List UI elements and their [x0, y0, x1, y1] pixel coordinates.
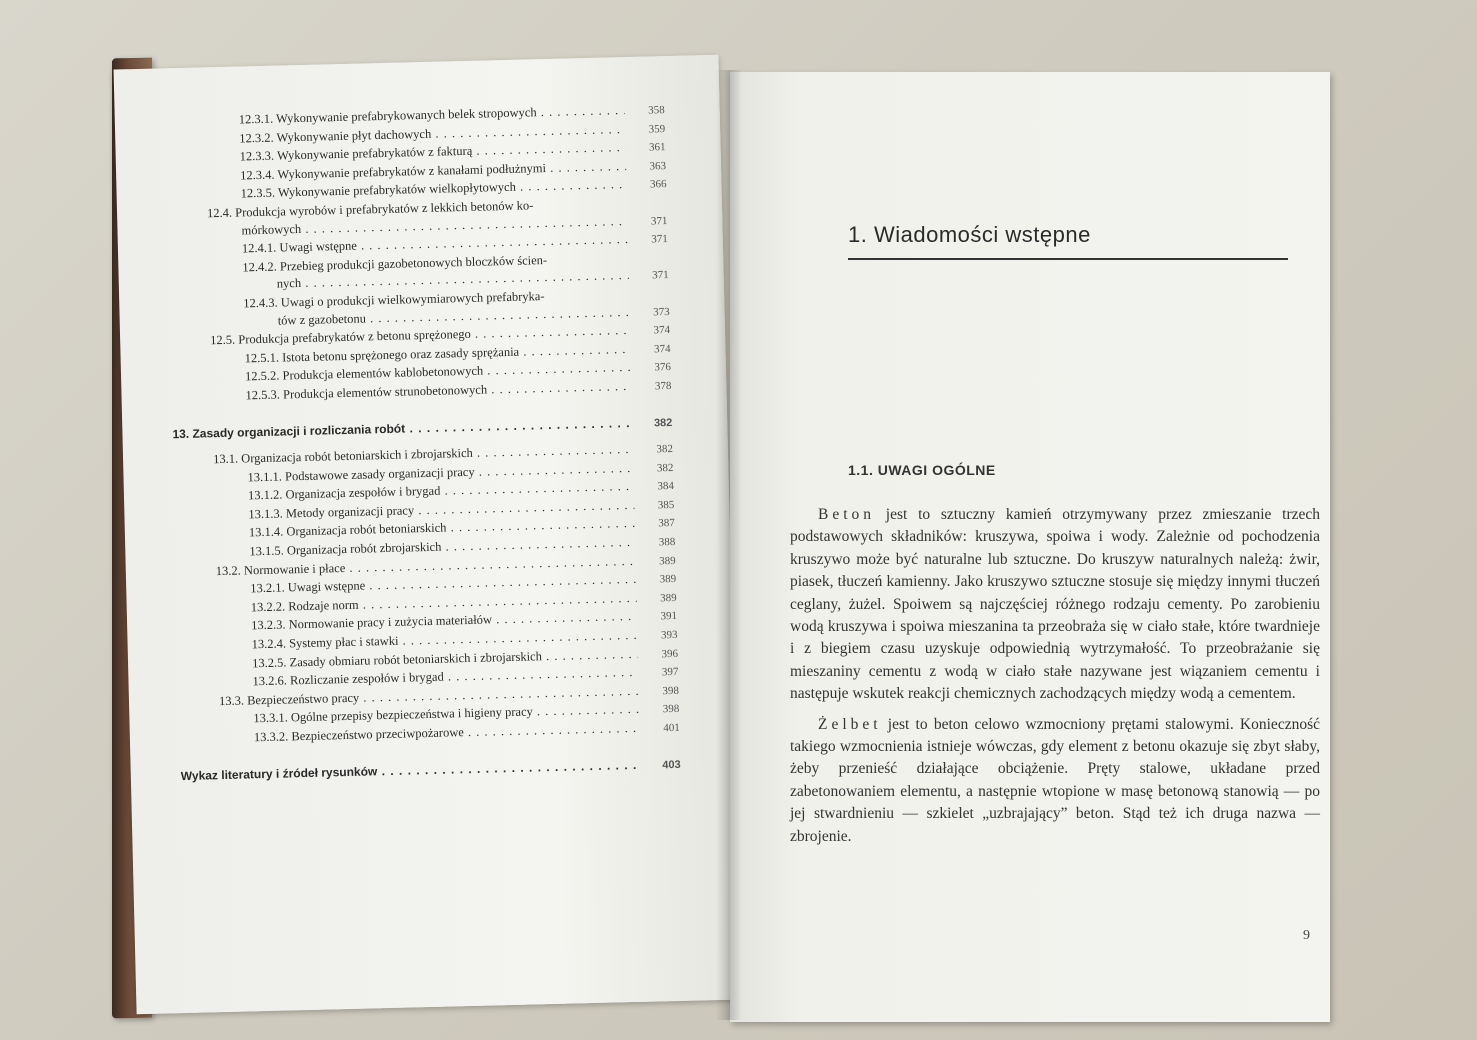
toc-entry-label: Wykaz literatury i źródeł rysunków [180, 763, 378, 783]
toc-entry-number: 13.2.2. [250, 599, 286, 615]
toc-entry-number: 12.4.3. [243, 295, 278, 311]
toc-entry-label: Ogólne przepisy bezpieczeństwa i higieny pracy [290, 704, 533, 725]
toc-entry-label: Normowanie i płace [243, 560, 346, 578]
toc-entry-label: Rozliczanie zespołów i brygad [289, 669, 444, 688]
toc-entry-label: Produkcja wyrobów i prefabrykatów z lekkich betonów ko- [235, 198, 534, 220]
term-zelbet: Żelbet [818, 715, 882, 733]
toc-entry-label: Rodzaje norm [288, 597, 359, 614]
toc-entry-label: Organizacja robót zbrojarskich [286, 539, 442, 558]
toc-entry-page: 398 [662, 703, 680, 716]
toc-entry-label: Produkcja elementów strunobetonowych [282, 382, 488, 402]
section-title: 1.1. UWAGI OGÓLNE [848, 462, 996, 478]
toc-entry-number: 13. [172, 426, 190, 441]
toc-entry-number: 13.2.4. [251, 636, 287, 652]
toc-entry-page [627, 206, 667, 207]
toc-entry-page: 376 [654, 361, 672, 374]
toc-entry-label: Istota betonu sprężonego oraz zasady sprężania [281, 344, 520, 365]
toc-entry-label: Metody organizacji pracy [285, 503, 415, 521]
toc-entry-label: Systemy płac i stawki [288, 633, 399, 651]
toc-entry-number: 12.5.2. [244, 368, 280, 384]
toc-entry-page: 403 [662, 758, 681, 771]
toc-entry-label: Zasady organizacji i rozliczania robót [192, 421, 406, 441]
toc-entry-label: Bezpieczeństwo przeciwpożarowe [291, 725, 464, 744]
toc-entry-number: 13.2.5. [251, 655, 287, 670]
toc-entry-page: 358 [648, 104, 665, 117]
toc-entry-number: 13.2. [215, 563, 241, 578]
toc-entry-page: 398 [662, 684, 680, 698]
toc-entry-number: 12.4. [206, 205, 233, 221]
toc-entry-number: 12.3.1. [238, 111, 274, 127]
toc-entry-number: 13.3.2. [253, 729, 289, 745]
toc-entry-page: 393 [660, 628, 678, 642]
toc-entry [172, 413, 672, 444]
paragraph-zelbet [790, 714, 1320, 848]
toc-entry-label: Wykonywanie płyt dachowych [276, 126, 432, 145]
toc-entry-label: Wykonywanie prefabrykatów wielkopłytowych [277, 180, 517, 200]
toc-entry-page: 374 [653, 324, 671, 337]
chapter-title-rule [848, 258, 1288, 260]
toc-entry-page: 396 [661, 647, 679, 660]
toc-entry-number: 13.1.4. [248, 524, 284, 540]
toc-entry-label: Wykonywanie prefabrykatów z fakturą [276, 143, 473, 163]
toc-entry-number: 12.3.4. [239, 167, 275, 183]
toc-entry-number: 12.4.1. [241, 240, 277, 256]
toc-entry-label: Bezpieczeństwo pracy [246, 690, 360, 708]
toc-entry-label: Wykonywanie prefabrykowanych belek stropowych [275, 105, 537, 126]
toc-entry-label: Produkcja prefabrykatów z betonu sprężonego [238, 327, 471, 347]
toc-entry-title [172, 414, 632, 443]
term-beton: Beton [818, 506, 876, 523]
toc-entry-page [629, 297, 669, 298]
toc-entry-page: 374 [653, 342, 671, 356]
toc-entry-number: 13.3. [218, 693, 245, 708]
book-gutter [716, 70, 742, 1020]
toc-entry-number: 12.4.2. [242, 259, 277, 275]
toc-entry-page: 373 [652, 305, 670, 318]
toc-entry-page: 382 [656, 461, 674, 475]
toc-entry-page: 382 [656, 443, 674, 456]
toc-entry-page: 371 [650, 214, 668, 228]
toc-entry-page: 359 [648, 122, 666, 136]
toc-entry-number: 12.5. [210, 332, 236, 348]
toc-entry-page: 366 [649, 178, 667, 191]
toc-entry-number: 13.2.3. [251, 617, 286, 633]
toc-entry-number: 13.1.1. [247, 469, 283, 485]
table-of-contents [165, 101, 681, 794]
toc-entry-label: Organizacja robót betoniarskich [286, 521, 447, 539]
paragraph-beton [790, 504, 1320, 706]
toc-entry-page [628, 261, 668, 262]
toc-entry-page: 385 [657, 498, 675, 512]
toc-entry-label: Produkcja elementów kablobetonowych [282, 363, 484, 383]
toc-entry-page: 382 [653, 416, 673, 429]
toc-entry-page: 389 [659, 554, 676, 568]
toc-entry-page: 387 [658, 517, 675, 530]
toc-entry-page: 363 [649, 159, 667, 173]
toc-entry-label: Uwagi wstępne [287, 578, 366, 595]
toc-entry-label: nych [276, 276, 302, 291]
toc-entry-page: 384 [657, 480, 675, 493]
toc-entry-page: 371 [652, 269, 669, 282]
toc-entry-number: 13.3.1. [253, 710, 288, 726]
toc-entry-label: Uwagi wstępne [279, 238, 358, 255]
toc-entry-page: 391 [660, 610, 678, 623]
page-number: 9 [1303, 928, 1310, 943]
toc-entry-page: 397 [661, 666, 679, 679]
toc-entry-number: 13.1.2. [247, 487, 283, 503]
toc-entry-number: 13.2.6. [252, 673, 288, 689]
toc-entry-label: mórkowych [241, 221, 302, 238]
toc-entry-page: 361 [648, 141, 666, 154]
toc-entry-number: 13.1. [212, 451, 239, 467]
toc-entry-number: 12.3.5. [240, 186, 276, 201]
toc-entry-label: Uwagi o produkcji wielkowymiarowych prefabryka- [280, 289, 545, 310]
toc-entry-label: Organizacja zespołów i brygad [285, 483, 441, 502]
toc-entry-page: 389 [659, 573, 677, 586]
paragraph-beton-text: jest to sztuczny kamień otrzymywany przez zmieszanie trzech podstawowych składników: kruszywa, spoiwa i wody. Zależnie od pochodzenia kruszywo może być naturalne lub sztuczne. Do kruszyw naturalnych należą: żwir, piasek, tłuczeń kamienny. Jako kruszywo sztuczne stosuje się między innymi tłuczeń ceglany, żużel. Spoiwem są najczęściej różnego rodzaju cementy. Po zarobieniu wodą kruszywa i spoiwa mieszanina ta przeobraża się w ciało stałe, które twardnieje i z biegiem czasu uzyskuje odpowiednią wytrzymałość. To przeobrażanie się mieszaniny cementu z wodą w ciało stałe nazywane jest wiązaniem cementu i następuje wskutek reakcji chemicznych zachodzących między wodą a cementem. [790, 506, 1320, 703]
toc-entry-title [181, 756, 641, 785]
body-text [790, 504, 1320, 856]
toc-entry-label: tów z gazobetonu [277, 310, 367, 328]
toc-entry-label: Przebieg produkcji gazobetonowych bloczków ścien- [279, 252, 548, 274]
toc-entry-label: Zasady obmiaru robót betoniarskich i zbrojarskich [289, 648, 543, 670]
toc-entry-number: 13.2.1. [250, 580, 285, 596]
toc-entry-page: 378 [654, 379, 672, 393]
toc-entry-page: 371 [651, 233, 669, 246]
toc-entry-label: Normowanie pracy i zużycia materiałów [288, 612, 493, 632]
toc-entry-number: 12.3.2. [239, 130, 274, 146]
toc-entry-page: 388 [658, 536, 676, 549]
toc-entry-page: 389 [659, 591, 677, 605]
toc-entry-number: 13.1.5. [249, 543, 284, 559]
toc-entry-number: 12.5.3. [245, 387, 281, 403]
toc-entry-number: 13.1.3. [248, 506, 283, 522]
toc-entry-number: 12.5.1. [244, 350, 280, 366]
toc-entry-label: Wykonywanie prefabrykatów z kanałami podłużnymi [277, 160, 547, 182]
toc-entry-label: Organizacja robót betoniarskich i zbrojarskich [241, 445, 473, 466]
right-page [730, 72, 1330, 1022]
toc-entry-number: 12.3.3. [239, 148, 275, 164]
toc-entry-label: Podstawowe zasady organizacji pracy [284, 464, 475, 484]
left-page [114, 55, 742, 1014]
toc-entry-page: 401 [663, 721, 680, 735]
chapter-title: 1. Wiadomości wstępne [848, 222, 1091, 247]
paragraph-zelbet-text: jest to beton celowo wzmocniony prętami stalowymi. Konieczność takiego wzmocnienia istnieje wówczas, gdy element z betonu okazuje się zbyt słaby, żeby przenieść działające obciążenie. Pręty stalowe, układane przed zabetonowaniem elementu, a następnie wtopione w masę betonową stanowią — po jej stwardnieniu — szkielet „uzbrajający” beton. Stąd też ich druga nazwa — zbrojenie. [790, 715, 1320, 845]
toc-entry [181, 755, 681, 786]
